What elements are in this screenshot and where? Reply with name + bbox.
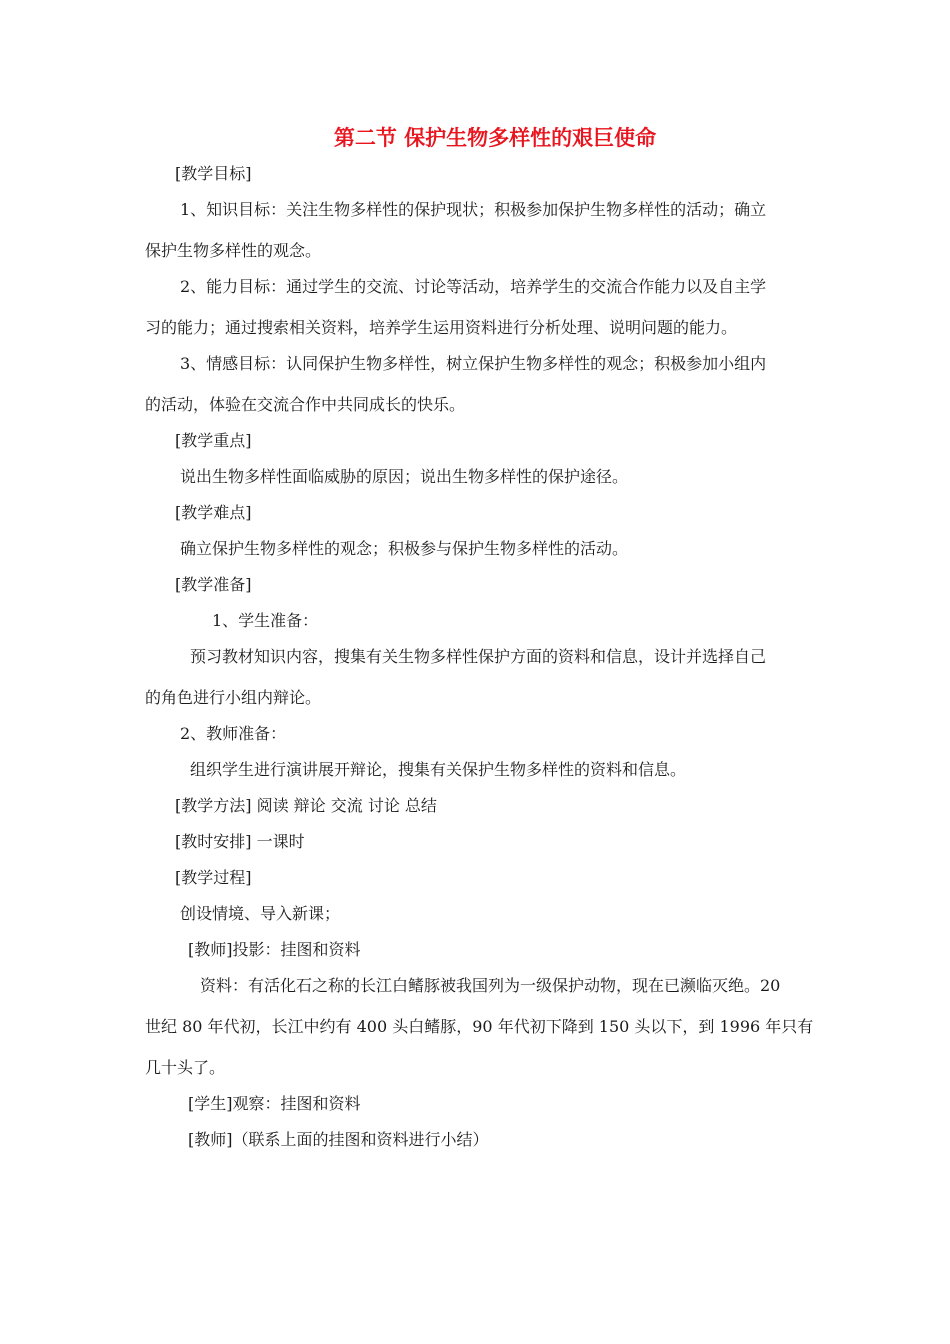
section-heading-objectives: [教学目标] (175, 164, 252, 183)
paragraph-line: 习的能力；通过搜索相关资料，培养学生运用资料进行分析处理、说明问题的能力。 (145, 318, 738, 337)
paragraph-line: 预习教材知识内容，搜集有关生物多样性保护方面的资料和信息，设计并选择自己 (190, 647, 767, 666)
paragraph-line: 保护生物多样性的观念。 (145, 241, 322, 260)
section-heading-preparation: [教学准备] (175, 575, 252, 594)
paragraph-line: 资料：有活化石之称的长江白鳍豚被我国列为一级保护动物，现在已濒临灭绝。20 (200, 976, 781, 995)
paragraph-line: 1、学生准备： (212, 611, 319, 630)
paragraph-line: 确立保护生物多样性的观念；积极参与保护生物多样性的活动。 (180, 539, 629, 558)
section-heading-methods: [教学方法] 阅读 辩论 交流 讨论 总结 (175, 796, 437, 815)
section-heading-difficulties: [教学难点] (175, 503, 252, 522)
paragraph-line: [教师]投影：挂图和资料 (188, 940, 361, 959)
paragraph-line: 创设情境、导入新课； (180, 904, 341, 923)
section-heading-process: [教学过程] (175, 868, 252, 887)
paragraph-line: 组织学生进行演讲展开辩论，搜集有关保护生物多样性的资料和信息。 (190, 760, 687, 779)
paragraph-line: 3、情感目标：认同保护生物多样性，树立保护生物多样性的观念；积极参加小组内 (180, 354, 767, 373)
paragraph-line: 2、能力目标：通过学生的交流、讨论等活动，培养学生的交流合作能力以及自主学 (180, 277, 767, 296)
paragraph-line: 2、教师准备： (180, 724, 287, 743)
paragraph-line: 的活动，体验在交流合作中共同成长的快乐。 (145, 395, 466, 414)
section-heading-key-points: [教学重点] (175, 431, 252, 450)
paragraph-line: 1、知识目标：关注生物多样性的保护现状；积极参加保护生物多样性的活动；确立 (180, 200, 767, 219)
paragraph-line: 世纪 80 年代初，长江中约有 400 头白鳍豚，90 年代初下降到 150 头以下，到 1996 年只有 (145, 1017, 814, 1036)
paragraph-line: [教师]（联系上面的挂图和资料进行小结） (188, 1130, 489, 1149)
paragraph-line: 的角色进行小组内辩论。 (145, 688, 322, 707)
paragraph-line: 几十头了。 (145, 1058, 226, 1077)
page-title: 第二节 保护生物多样性的艰巨使命 (333, 126, 657, 150)
paragraph-line: 说出生物多样性面临威胁的原因；说出生物多样性的保护途径。 (180, 467, 629, 486)
paragraph-line: [学生]观察：挂图和资料 (188, 1094, 361, 1113)
section-heading-schedule: [教时安排] 一课时 (175, 832, 305, 851)
